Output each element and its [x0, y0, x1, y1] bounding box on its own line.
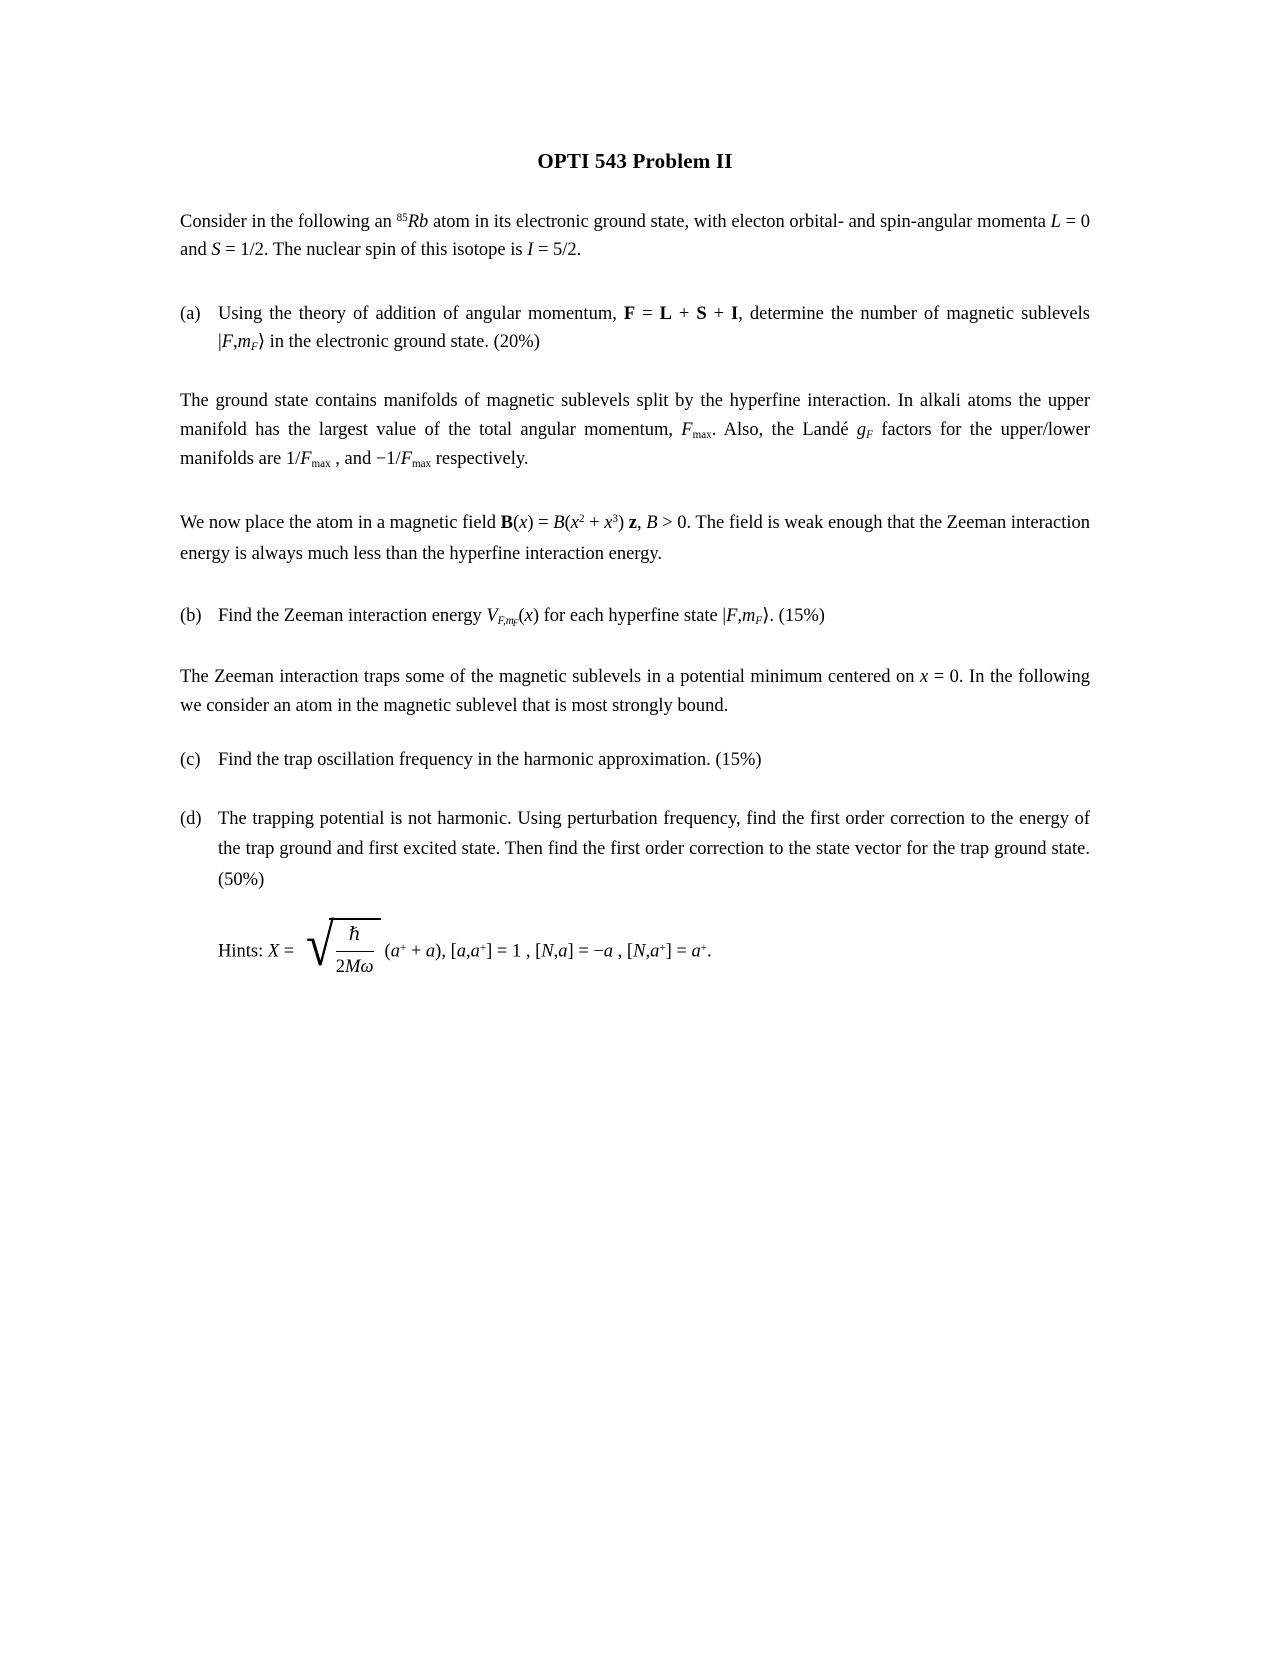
paragraph-trap: The Zeeman interaction traps some of the magnetic sublevels in a potential minimum centered on x = 0. In the following we consider an atom in the magnetic sublevel that is most strongly bound. — [180, 667, 1091, 716]
paragraph-magnetic-field: We now place the atom in a magnetic field $B(x) = B(x^2 + x^3)$ z, B > 0. The field is weak enough that the Zeeman interaction energy is always much less than the hyperfine interaction energy. — [180, 513, 1090, 564]
fraction-numerator: ℏ — [336, 923, 374, 952]
problem-item-b — [180, 600, 1090, 633]
item-c-label: (c) — [180, 750, 201, 770]
problem-item-d — [180, 804, 1090, 896]
fraction-denominator: 2Mω — [335, 957, 374, 977]
item-c-text: Find the trap oscillation frequency in the harmonic approximation. (15%) — [218, 750, 762, 770]
item-a-label: (a) — [180, 304, 201, 324]
item-b-text: Find the Zeeman interaction energy $VF,m_F(x)$ for each hyperfine state |F,mF⟩. (15%) — [218, 606, 825, 630]
sqrt-fraction-expression — [301, 912, 381, 980]
problem-item-c — [180, 747, 1090, 775]
problem-item-a — [180, 301, 1090, 356]
item-b-label: (b) — [180, 606, 202, 626]
paragraph-intro: Consider in the following an $^{85}$Rb atom in its electronic ground state, with electon orbital- and spin-angular momenta L = 0 and S = 1/2. The nuclear spin of this isotope is I = 5/2. — [180, 212, 1090, 260]
item-d-text: The trapping potential is not harmonic. Using perturbation frequency, find the first order correction to the energy of the trap ground and first excited state. Then find the first order correction to the state vector for the trap ground state. (50%) — [218, 808, 1090, 890]
item-d-label: (d) — [180, 808, 202, 829]
item-a-text: Using the theory of addition of angular momentum, F = L + S + I, determine the number of magnetic sublevels |F,mF⟩ in the electronic ground state. (20%) — [218, 304, 1090, 353]
paragraph-manifolds: The ground state contains manifolds of magnetic sublevels split by the hyperfine interaction. In alkali atoms the upper manifold has the largest value of the total angular momentum, Fmax. Also, the Landé gF factors for the upper/lower manifolds are 1/Fmax , and −1/Fmax respectively. — [180, 391, 1091, 471]
hints-formula-line: Hints: X = √ $\frac{\text{ℏ}}{2M\omega}$ (a+ + a), [a,a+] = 1 , [N,a] = −a , [N,a+] = a+. — [218, 912, 712, 978]
document-content — [180, 0, 1090, 983]
radical-sign: √ — [305, 912, 334, 978]
fraction — [329, 918, 381, 980]
page-title: OPTI 543 Problem II — [537, 149, 733, 173]
